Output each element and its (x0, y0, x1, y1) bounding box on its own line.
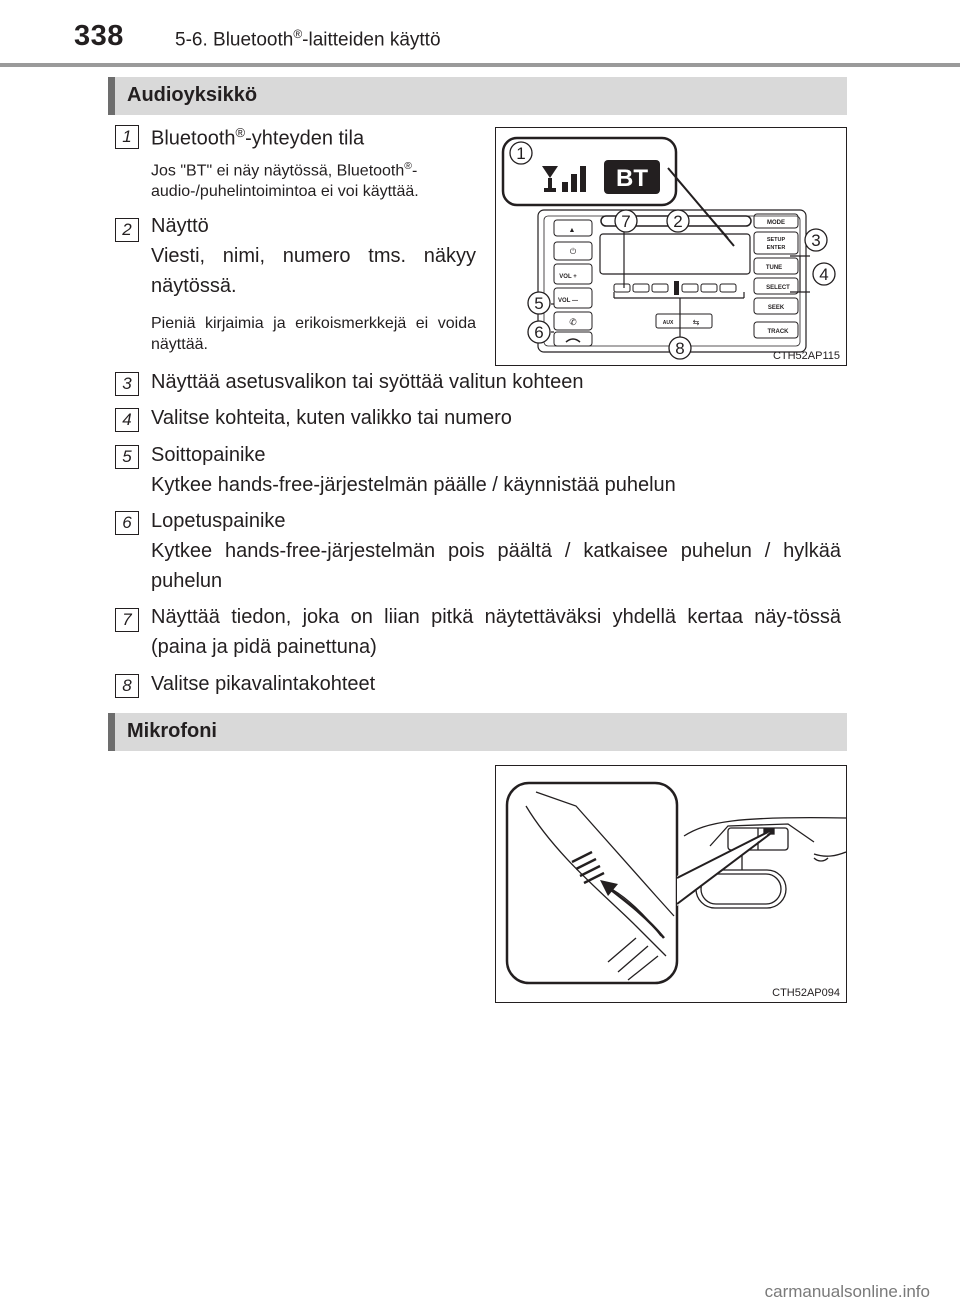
hangup-icon (566, 339, 580, 342)
item-1-title: Bluetooth®-yhteyden tila (151, 125, 365, 150)
call-icon: ✆ (569, 317, 577, 327)
item-number-2: 2 (115, 218, 139, 242)
item-7-title: Näyttää tiedon, joka on liian pitkä näytettäväksi yhdellä kertaa näy-tössä (paina ja pidä painettuna) (151, 606, 841, 658)
section-heading-audio-unit: Audioyksikkö (108, 77, 847, 115)
figure-1-code: CTH52AP115 (772, 350, 840, 362)
item-5-desc: Kytkee hands-free-järjestelmän päälle / käynnistää puhelun (151, 474, 676, 496)
page-number: 338 (74, 20, 124, 52)
item-5-title: Soittopainike (151, 444, 266, 466)
item-2-desc: Viesti, nimi, numero tms. näkyy näytössä. (151, 245, 476, 297)
vol-plus-label: VOL + (559, 274, 577, 280)
chapter-title: 5-6. Bluetooth®-laitteiden käyttö (175, 27, 441, 51)
fig-label-3: 3 (811, 231, 821, 250)
item-number-6: 6 (115, 511, 139, 535)
item-number-3: 3 (115, 372, 139, 396)
item-1-note: Jos "BT" ei näy näytössä, Bluetooth®-audio-/puhelintoimintoa ei voi käyttää. (151, 161, 419, 201)
select-label: SELECT (766, 285, 790, 291)
header-rule (0, 63, 960, 67)
figure-2-code: CTH52AP094 (772, 987, 840, 999)
item-number-1: 1 (115, 125, 139, 149)
track-label: TRACK (767, 329, 789, 335)
footer-watermark: carmanualsonline.info (764, 1282, 930, 1301)
fig-label-2: 2 (673, 212, 683, 231)
item-8-title: Valitse pikavalintakohteet (151, 673, 376, 695)
fig-label-8: 8 (675, 339, 685, 358)
item-number-5: 5 (115, 445, 139, 469)
section-heading-microphone: Mikrofoni (108, 713, 847, 751)
aux-label: AUX (662, 320, 674, 326)
item-6-title: Lopetuspainike (151, 510, 286, 532)
svg-text:▲: ▲ (568, 227, 576, 234)
mode-label: MODE (767, 220, 785, 226)
item-number-7: 7 (115, 608, 139, 632)
item-2-note: Pieniä kirjaimia ja erikoismerkkejä ei voida näyttää. (151, 315, 476, 353)
item-number-8: 8 (115, 674, 139, 698)
usb-icon: ⇆ (692, 318, 700, 327)
bt-badge-label: BT (616, 165, 648, 192)
setup-label: SETUP (766, 237, 786, 243)
item-3-title: Näyttää asetusvalikon tai syöttää valitun kohteen (151, 371, 584, 393)
audio-unit-figure (495, 127, 847, 366)
fig-label-7: 7 (621, 212, 631, 231)
tune-label: TUNE (765, 265, 783, 271)
item-4-title: Valitse kohteita, kuten valikko tai numero (151, 407, 512, 429)
fig-label-1: 1 (516, 144, 526, 163)
enter-label: ENTER (766, 245, 786, 251)
seek-label: SEEK (767, 305, 785, 311)
fig-label-6: 6 (534, 323, 544, 342)
fig-label-4: 4 (819, 265, 829, 284)
svg-text:⏻: ⏻ (569, 247, 577, 256)
item-6-desc: Kytkee hands-free-järjestelmän pois päältä / katkaisee puhelun / hylkää puhelun (151, 540, 841, 592)
microphone-figure (495, 765, 847, 1003)
item-2-title: Näyttö (151, 215, 209, 237)
vol-minus-label: VOL — (558, 298, 578, 304)
item-number-4: 4 (115, 408, 139, 432)
fig-label-5: 5 (534, 294, 544, 313)
